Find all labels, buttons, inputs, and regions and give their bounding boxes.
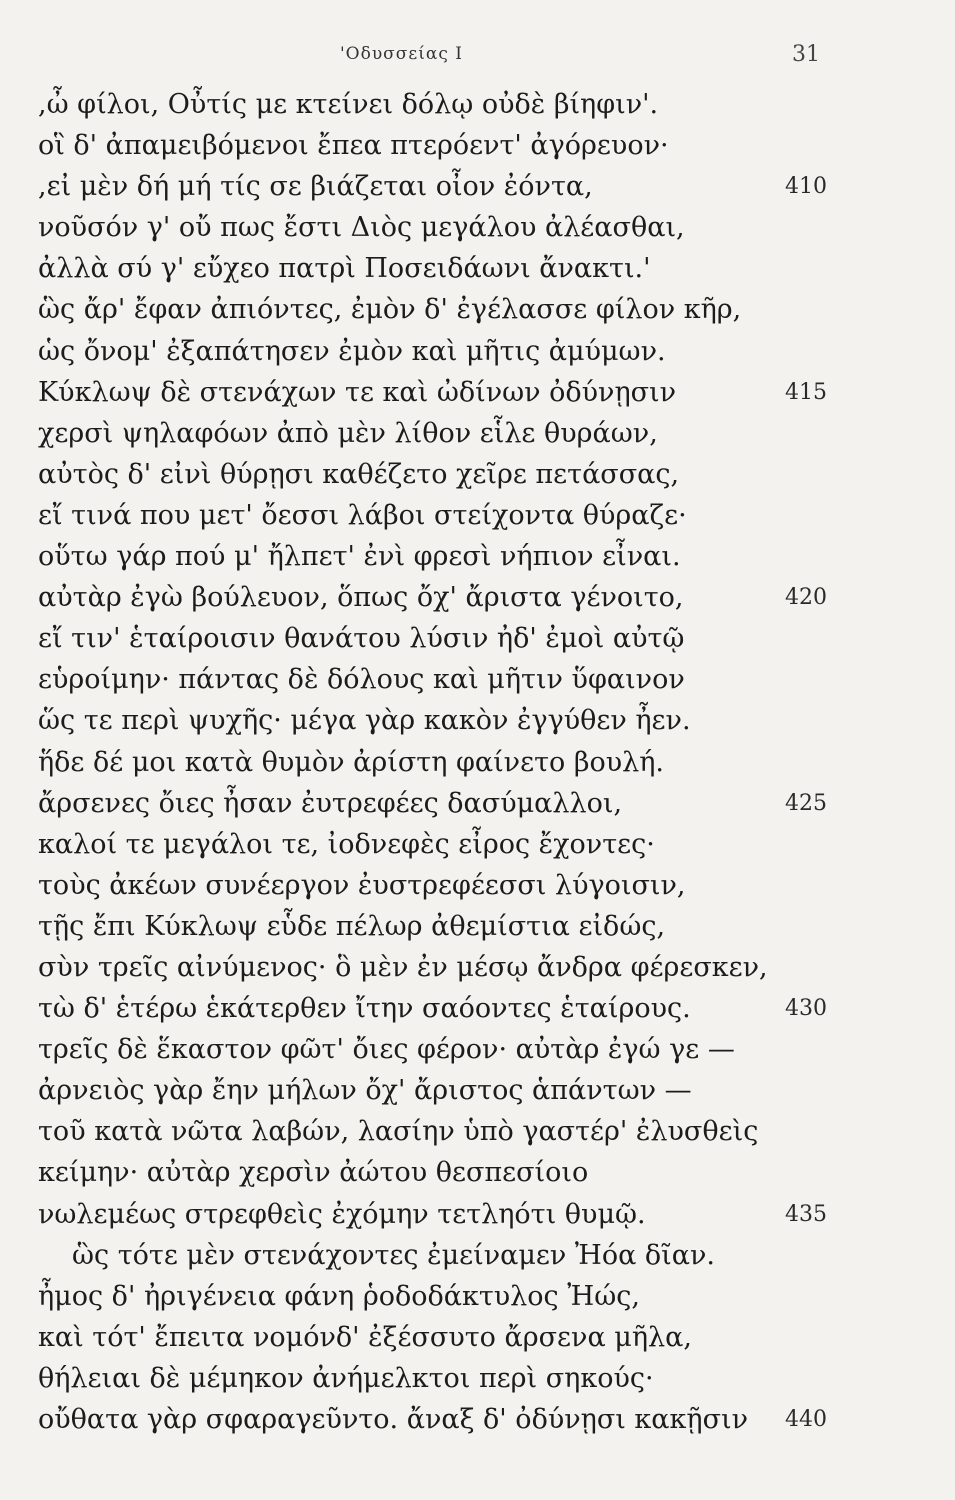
page-number: 31 (792, 42, 820, 67)
verse-text: ἄρσενες ὄιες ἦσαν ἐυτρεφέες δασύμαλλοι, (38, 787, 623, 819)
verse-text: τοὺς ἀκέων συνέεργον ἐυστρεφέεσσι λύγοισιν, (38, 869, 686, 901)
verse-line (0, 700, 955, 741)
verse-text: ,ὦ φίλοι, Οὖτίς με κτείνει δόλῳ οὐδὲ βίηφιν'. (38, 89, 659, 120)
verse-line (0, 413, 955, 454)
verse-text: ἦμος δ' ἠριγένεια φάνη ῥοδοδάκτυλος Ἠώς, (38, 1280, 640, 1312)
verse-line (0, 659, 955, 700)
verse-text: καλοί τε μεγάλοι τε, ἰοδνεφὲς εἶρος ἔχοντες· (38, 828, 655, 860)
verse-text: ὥς τε περὶ ψυχῆς· μέγα γὰρ κακὸν ἐγγύθεν ἦεν. (38, 705, 691, 737)
verse-line (0, 947, 955, 988)
running-head (0, 44, 955, 74)
verse-line (0, 1399, 955, 1440)
line-number: 425 (785, 790, 827, 816)
verse-block (0, 84, 955, 1440)
verse-line (0, 454, 955, 495)
verse-line (0, 1029, 955, 1070)
verse-line (0, 289, 955, 330)
verse-line (0, 824, 955, 865)
verse-text: οὕτω γάρ πού μ' ἤλπετ' ἐνὶ φρεσὶ νήπιον εἶναι. (38, 541, 681, 573)
verse-text: χερσὶ ψηλαφόων ἀπὸ μὲν λίθον εἷλε θυράων, (38, 417, 658, 449)
verse-text: τρεῖς δὲ ἕκαστον φῶτ' ὄιες φέρον· αὐτὰρ ἐγώ γε — (38, 1034, 735, 1066)
verse-text: ,εἰ μὲν δή μή τίς σε βιάζεται οἶον ἐόντα, (38, 171, 593, 203)
verse-text: νωλεμέως στρεφθεὶς ἐχόμην τετληότι θυμῷ. (38, 1198, 646, 1230)
verse-text: Κύκλωψ δὲ στενάχων τε καὶ ὠδίνων ὀδύνῃσιν (38, 376, 677, 408)
verse-line (0, 1194, 955, 1235)
line-number: 420 (785, 585, 827, 611)
verse-line (0, 536, 955, 577)
verse-text: αὐτὸς δ' εἰνὶ θύρῃσι καθέζετο χεῖρε πετάσσας, (38, 458, 680, 490)
verse-line (0, 207, 955, 248)
verse-text: τοῦ κατὰ νῶτα λαβών, λασίην ὑπὸ γαστέρ' ἐλυσθεὶς (38, 1116, 759, 1148)
verse-line (0, 125, 955, 166)
verse-text: εὑροίμην· πάντας δὲ δόλους καὶ μῆτιν ὕφαινον (38, 664, 685, 696)
verse-line (0, 1235, 955, 1276)
verse-line (0, 1358, 955, 1399)
verse-line (0, 1276, 955, 1317)
verse-line (0, 248, 955, 289)
verse-text: αὐτὰρ ἐγὼ βούλευον, ὅπως ὄχ' ἄριστα γένοιτο, (38, 582, 684, 614)
verse-line (0, 906, 955, 947)
verse-line (0, 577, 955, 618)
line-number: 415 (785, 379, 827, 405)
verse-text: νοῦσόν γ' οὔ πως ἔστι Διὸς μεγάλου ἀλέασθαι, (38, 212, 685, 244)
verse-line (0, 495, 955, 536)
verse-text: καὶ τότ' ἔπειτα νομόνδ' ἐξέσσυτο ἄρσενα μῆλα, (38, 1321, 692, 1353)
verse-line (0, 865, 955, 906)
verse-line (0, 331, 955, 372)
verse-line (0, 618, 955, 659)
verse-line (0, 742, 955, 783)
line-number: 435 (785, 1201, 827, 1227)
verse-line (0, 1152, 955, 1193)
verse-text: ὣς τότε μὲν στενάχοντες ἐμείναμεν Ἠόα δῖαν. (72, 1239, 715, 1271)
verse-line (0, 988, 955, 1029)
verse-text: εἴ τινά που μετ' ὄεσσι λάβοι στείχοντα θύραζε· (38, 499, 687, 531)
verse-text: σὺν τρεῖς αἰνύμενος· ὃ μὲν ἐν μέσῳ ἄνδρα φέρεσκεν, (38, 951, 768, 983)
verse-line (0, 1111, 955, 1152)
verse-text: κείμην· αὐτὰρ χερσὶν ἀώτου θεσπεσίοιο (38, 1157, 589, 1189)
verse-line (0, 1317, 955, 1358)
verse-text: οὔθατα γὰρ σφαραγεῦντο. ἄναξ δ' ὀδύνῃσι κακῇσιν (38, 1404, 749, 1435)
line-number: 440 (785, 1407, 827, 1432)
line-number: 410 (785, 174, 827, 200)
verse-text: ἀρνειὸς γὰρ ἔην μήλων ὄχ' ἄριστος ἁπάντων — (38, 1075, 692, 1107)
verse-text: εἴ τιν' ἑταίροισιν θανάτου λύσιν ἠδ' ἐμοὶ αὐτῷ (38, 623, 685, 655)
verse-text: ἀλλὰ σύ γ' εὔχεο πατρὶ Ποσειδάωνι ἄνακτι.' (38, 253, 651, 285)
verse-line (0, 1070, 955, 1111)
verse-text: οἳ δ' ἀπαμειβόμενοι ἔπεα πτερόεντ' ἀγόρευον· (38, 130, 669, 162)
verse-line (0, 372, 955, 413)
line-number: 430 (785, 996, 827, 1022)
verse-text: τὼ δ' ἑτέρω ἑκάτερθεν ἴτην σαόοντες ἑταίρους. (38, 993, 691, 1025)
verse-text: ὣς ἄρ' ἔφαν ἀπιόντες, ἐμὸν δ' ἐγέλασσε φίλον κῆρ, (38, 294, 742, 326)
verse-text: θήλειαι δὲ μέμηκον ἀνήμελκτοι περὶ σηκούς· (38, 1362, 654, 1394)
verse-line (0, 84, 955, 125)
verse-line (0, 783, 955, 824)
verse-line (0, 166, 955, 207)
verse-text: ἥδε δέ μοι κατὰ θυμὸν ἀρίστη φαίνετο βουλή. (38, 746, 664, 778)
verse-text: ὡς ὄνομ' ἐξαπάτησεν ἐμὸν καὶ μῆτις ἀμύμων. (38, 335, 666, 367)
running-title: 'Οδυσσείας Ι (340, 44, 463, 64)
verse-text: τῇς ἔπι Κύκλωψ εὗδε πέλωρ ἀθεμίστια εἰδώς, (38, 910, 666, 942)
